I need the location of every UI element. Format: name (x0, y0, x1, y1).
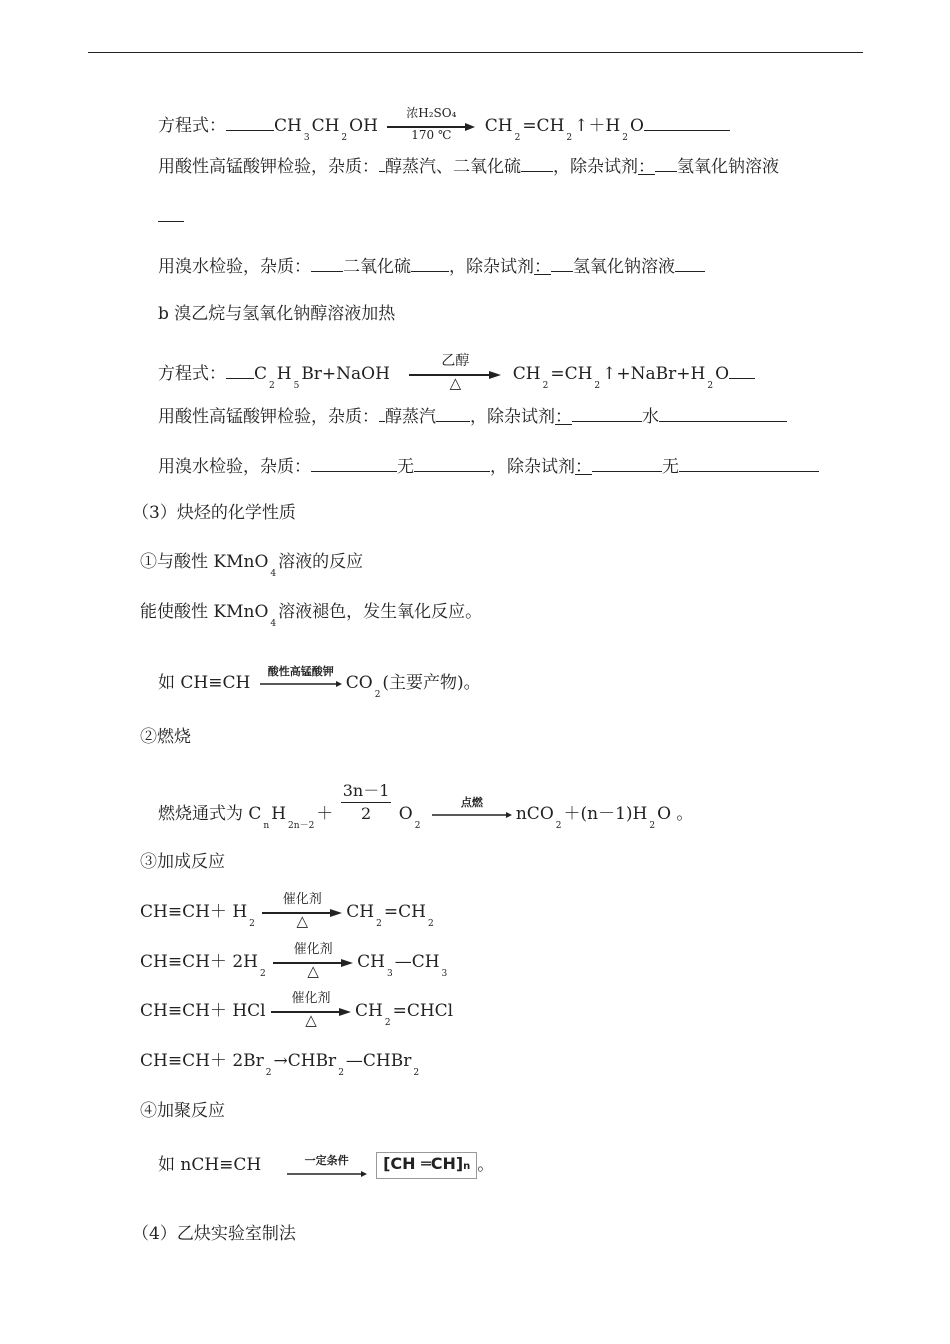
equation-ethanol: 方程式： $CH_3CH_2OH$ 浓H₂SO₄ 170 ℃ $CH_2=CH_2↑+H_2O$ (158, 112, 730, 140)
addition-heading: ③加成反应 (140, 852, 225, 872)
section-3-heading: （3）炔烃的化学性质 (132, 503, 296, 523)
reaction-arrow: 一定条件 (287, 1170, 367, 1178)
reaction-arrow: 乙醇 △ (409, 371, 501, 379)
bromine-check-1: 用溴水检验，杂质： 二氧化硫 ，除杂试剂： 氢氧化钠溶液 (158, 253, 705, 278)
kmno4-check-1: 用酸性高锰酸钾检验，杂质： 醇蒸汽、二氧化硫 ，除杂试剂： 氢氧化钠溶液 (158, 153, 779, 178)
addition-2h2: $CH\equiv CH+ 2H_2$ 催化剂 △ $CH_3—CH_3$ (140, 941, 448, 980)
kmno4-check-2: 用酸性高锰酸钾检验，杂质： 醇蒸汽 ，除杂试剂： 水 (158, 403, 787, 428)
addition-hcl: CH≡CH＋ HCl 催化剂 △ $CH_2=CHCl$ (140, 990, 454, 1029)
polymer-structure: [CH ═CH]n (376, 1152, 477, 1179)
section-4-heading: （4）乙炔实验室制法 (132, 1224, 296, 1244)
reaction-arrow: 点燃 (432, 811, 512, 819)
bromine-check-2: 用溴水检验，杂质： 无 ，除杂试剂： 无 (158, 453, 819, 478)
reaction-arrow: 催化剂 △ (262, 909, 342, 917)
acetylene-oxidation: 如 CH≡CH 酸性高锰酸钾 $CO_2$(主要产物)。 (158, 664, 481, 700)
reaction-arrow: 浓H₂SO₄ 170 ℃ (387, 123, 475, 131)
addition-h2: $CH\equiv CH+ H_2$ 催化剂 △ $CH_2=CH_2$ (140, 891, 434, 930)
underline-continue (158, 203, 184, 228)
polymerization-heading: ④加聚反应 (140, 1101, 225, 1121)
polymerization-equation: 如 nCH≡CH 一定条件 [CH ═CH]n 。 (158, 1152, 494, 1179)
combustion-equation: 燃烧通式为 $C_nH_{2n-2}+$ $\frac{3n-1}{2}$ $O_2$ 点燃 $nCO_2+(n-1)H_2O$ 。 (158, 781, 694, 831)
header-rule (88, 52, 863, 53)
reaction-arrow: 酸性高锰酸钾 (260, 680, 342, 688)
combustion-heading: ②燃烧 (140, 727, 191, 747)
subsection-b: b 溴乙烷与氢氧化钠醇溶液加热 (158, 304, 396, 324)
fraction: $\frac{3n-1}{2}$ (342, 781, 390, 823)
equation-bromoethane: 方程式： $C_2H_5Br+NaOH$ 乙醇 △ $CH_2=CH_2↑+NaBr+H_2O$ (158, 360, 755, 388)
reaction-arrow: 催化剂 △ (271, 1008, 351, 1016)
kmno4-reaction-title: ①与酸性 KMnO$_4$溶液的反应 (140, 552, 364, 579)
addition-br2: $CH\equiv CH+ 2Br_2\to CHBr_2—CHBr_2$ (140, 1051, 420, 1078)
reaction-arrow: 催化剂 △ (273, 959, 353, 967)
kmno4-reaction-desc: 能使酸性 KMnO$_4$溶液褪色，发生氧化反应。 (140, 602, 483, 629)
